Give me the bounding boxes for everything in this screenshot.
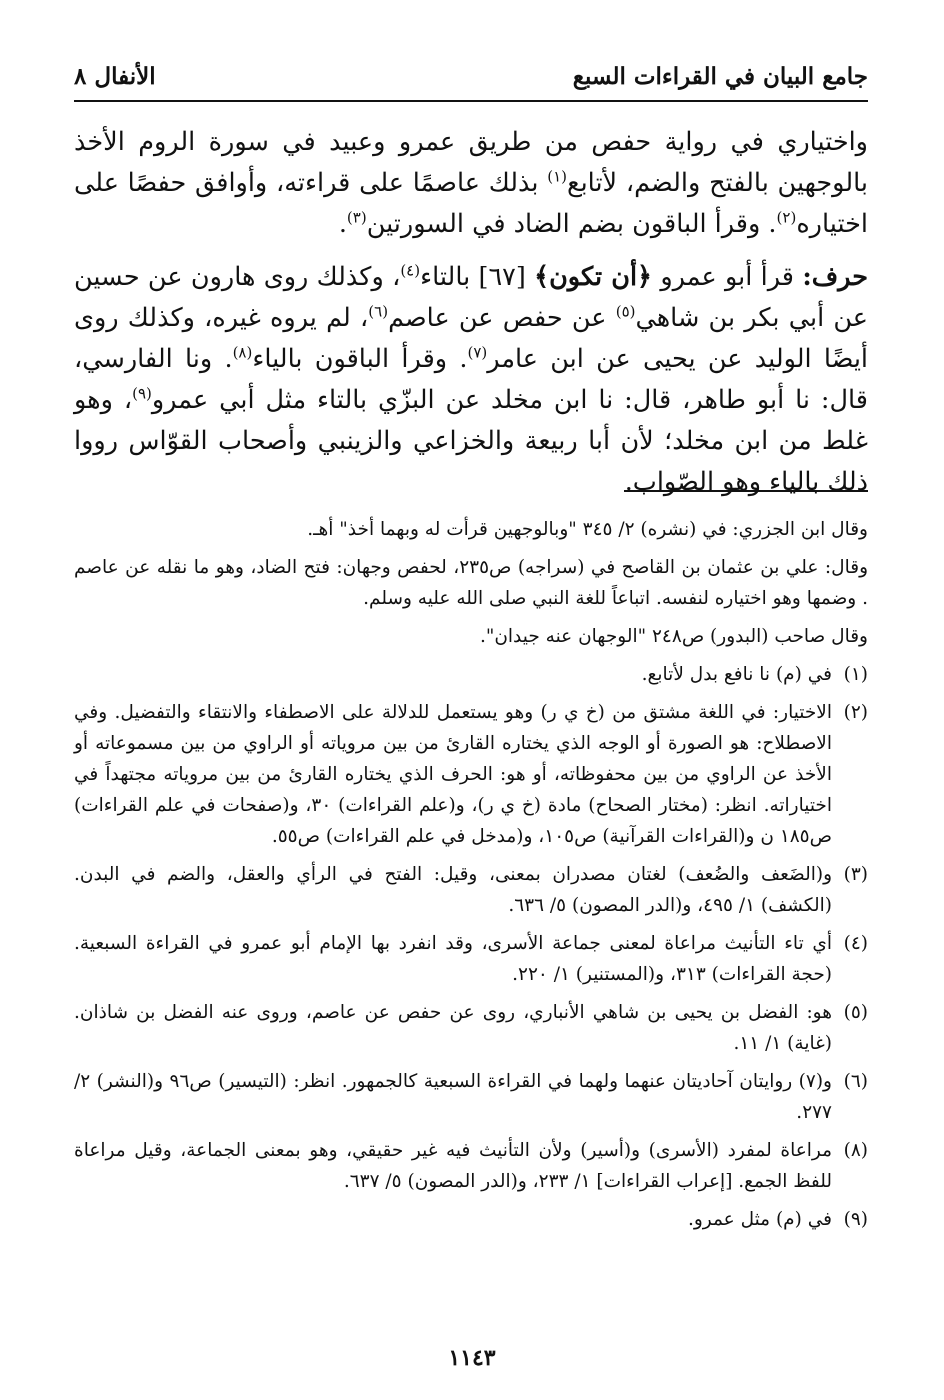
footnote-number: (٤) [843, 933, 868, 954]
footnote-number: (١) [843, 664, 868, 685]
paragraph-2 [74, 257, 868, 503]
paragraph-1 [74, 122, 868, 245]
header-rule [74, 100, 868, 102]
text-run: قرأ أبو عمرو [652, 262, 803, 292]
footnote-text: هو: الفضل بن يحيى بن شاهي الأنباري، روى عن حفص عن عاصم، وروى عنه الفضل بن شاذان. (غاية) ١/ ١١. [74, 1002, 832, 1054]
footnote-number: (٨) [843, 1140, 868, 1161]
text-run: . [338, 209, 347, 239]
running-header [74, 56, 868, 96]
footnote-item [74, 1135, 868, 1197]
footnotes [74, 514, 868, 1249]
footnote-text: في (م) مثل عمرو. [687, 1209, 832, 1230]
text-run: . ونا الفارسي، قال: نا أبو طاهر، قال: نا ابن مخلد عن البزّي بالتاء مثل أبي عمرو [74, 344, 868, 415]
footnote-continuation: وقال ابن الجزري: في (نشره) ٢/ ٣٤٥ "وبالوجهين قرأت له وبهما أخذ" أهـ. [307, 519, 868, 540]
footnote-text: في (م) نا نافع بدل لأتابع. [641, 664, 832, 685]
footnote-number: (٥) [843, 1002, 868, 1023]
text-run: . وقرأ الباقون بالياء [252, 344, 468, 374]
footnote-item [74, 1066, 868, 1128]
footnote-ref-9[interactable]: (٩) [132, 384, 152, 403]
footnote-separator [624, 490, 868, 492]
footnote-ref-2[interactable]: (٢) [776, 208, 797, 227]
page-number: ١١٤٣ [448, 1345, 496, 1371]
footnote-continuation: وقال: علي بن عثمان بن القاصح في (سراجه) ص٢٣٥، لحفص وجهان: فتح الضاد، وهو ما نقله عن عاصم . وضمها وهو اختياره لنفسه. اتباعاً للغة النبي صلى الله عليه وسلم. [74, 557, 868, 609]
footnote-item [74, 659, 868, 690]
text-run: ، وكذلك روى هارون عن حسين عن أبي بكر بن شاهي [74, 262, 869, 333]
footnote-number: (٦) [843, 1071, 868, 1092]
text-run: [٦٧] بالتاء [420, 262, 535, 292]
footnote-number: (٩) [843, 1209, 868, 1230]
book-title: جامع البيان في القراءات السبع [572, 62, 868, 90]
footnote-ref-3[interactable]: (٣) [346, 208, 367, 227]
footnote-ref-5[interactable]: (٥) [615, 302, 636, 321]
footnote-ref-7[interactable]: (٧) [467, 343, 488, 362]
text-run: عن حفص عن عاصم [388, 303, 616, 333]
footnote-ref-4[interactable]: (٤) [400, 261, 421, 280]
text-run: ، وهو غلط من ابن مخلد؛ لأن أبا ربيعة والخزاعي والزينبي وأصحاب القوّاس رووا ذلك بالياء وهو الصّواب. [74, 385, 868, 497]
section-heading: حرف: [802, 262, 868, 292]
footnote-number: (٣) [843, 864, 868, 885]
text-run: واختياري في رواية حفص من طريق عمرو وعبيد في سورة الروم الأخذ بالوجهين بالفتح والضم، لأتابع [74, 127, 868, 198]
footnote-text: و(الضَعف والضُعف) لغتان مصدران بمعنى، وقيل: الفتح في الرأي والعقل، والضم في البدن. (الكشف) ١/ ٤٩٥، و(الدر المصون) ٥/ ٦٣٦. [74, 864, 832, 916]
footnote-text: و(٧) روايتان آحاديتان عنهما ولهما في القراءة السبعية كالجمهور. انظر: (التيسير) ص٩٦ و(النشر) ٢/ ٢٧٧. [74, 1071, 832, 1123]
text-run: . وقرأ الباقون بضم الضاد في السورتين [366, 209, 777, 239]
footnote-item [74, 1204, 868, 1235]
footnote-ref-8[interactable]: (٨) [232, 343, 253, 362]
footnote-ref-6[interactable]: (٦) [368, 302, 389, 321]
text-run: ، لم يروه غيره، وكذلك روى أيضًا الوليد عن يحيى عن ابن عامر [74, 303, 868, 374]
footnote-item [74, 859, 868, 921]
footnote-item [74, 928, 868, 990]
main-text [74, 122, 868, 503]
footnote-text: مراعاة لمفرد (الأسرى) و(أسير) ولأن التأنيث فيه غير حقيقي، وهو بمعنى الجماعة، وقيل مراعاة للفظ الجمع. [إعراب القراءات] ١/ ٢٣٣، و(الدر المصون) ٥/ ٦٣٧. [74, 1140, 832, 1192]
footnote-item [74, 997, 868, 1059]
footnote-text: الاختيار: في اللغة مشتق من (خ ي ر) وهو يستعمل للدلالة على الاصطفاء والانتقاء والتفضيل. وفي الاصطلاح: هو الصورة أو الوجه الذي يختاره القارئ من بين مروياته أو الراوي من بين مسموعاته أو الأخذ عن الراوي من بين محفوظاته، أو هو: الحرف الذي يختاره القارئ من بين مروياته مجتهداً في اختياراته. انظر: (مختار الصحاح) مادة (خ ي ر)، و(علم القراءات) ٣٠، و(صفحات في علم القراءات) ص١٨٥ ن و(القراءات القرآنية) ص١٠٥، و(مدخل في علم القراءات) ص٥٥. [74, 702, 832, 847]
quran-verse: ﴿أن تكون﴾ [534, 262, 652, 292]
chapter-label: الأنفال ٨ [74, 62, 156, 90]
footnote-continuation: وقال صاحب (البدور) ص٢٤٨ "الوجهان عنه جيدان". [479, 626, 868, 647]
footnote-text: أي تاء التأنيث مراعاة لمعنى جماعة الأسرى، وقد انفرد بها الإمام أبو عمرو في القراءة السبعية. (حجة القراءات) ٣١٣، و(المستنير) ١/ ٢٢٠. [74, 933, 832, 985]
text-run: بذلك عاصمًا على قراءته، وأوافق حفصًا على اختياره [74, 168, 868, 239]
footnote-ref-1[interactable]: (١) [547, 167, 567, 186]
footnote-item [74, 697, 868, 852]
footnote-number: (٢) [843, 702, 868, 723]
